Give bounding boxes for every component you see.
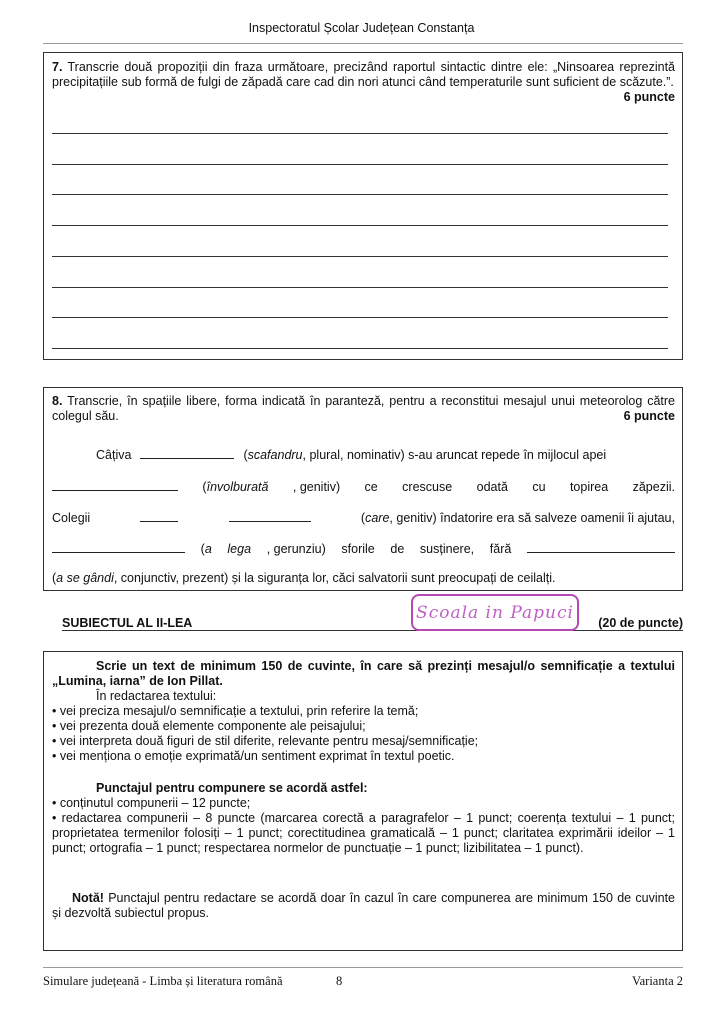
- answer-line[interactable]: [52, 194, 668, 195]
- q8-row3-tail: , genitiv) îndatorire era să salveze oamenii îi ajutau,: [389, 511, 675, 525]
- q8-word: crescuse: [402, 480, 453, 494]
- subject-2-points: (20 de puncte): [598, 616, 683, 630]
- answer-line[interactable]: [52, 225, 668, 226]
- question-7-text: [52, 60, 675, 90]
- answer-line[interactable]: [52, 133, 668, 134]
- q8-word: zăpezii.: [632, 480, 675, 494]
- question-8-points: 6 puncte: [623, 409, 675, 423]
- q8-word: Câțiva: [96, 448, 132, 462]
- question-8-row-1: Câțiva (scafandru, plural, nominativ) s-au aruncat repede în mijlocul apei: [96, 448, 607, 462]
- answer-line[interactable]: [52, 287, 668, 288]
- question-8-row-4: (a lega , gerunziu) sforile de susținere, fără: [52, 541, 675, 556]
- q8-word: susținere,: [419, 542, 475, 556]
- footer-right: Varianta 2: [631, 974, 683, 988]
- answer-line[interactable]: [52, 256, 668, 257]
- requirements-list: [52, 704, 675, 764]
- scoring-title: Punctajul pentru compunere se acordă astfel:: [96, 781, 368, 795]
- hint-involburata: învolburată: [206, 480, 269, 494]
- header-divider: [43, 43, 683, 44]
- q8-row5-tail: , conjunctiv, prezent) și la siguranța lor, căci salvatorii sunt preocupați de ceilalți.: [113, 571, 556, 585]
- list-item: • conținutul compunerii – 12 puncte;: [52, 796, 675, 811]
- blank-1[interactable]: [140, 447, 234, 459]
- scoring-list: [52, 796, 675, 856]
- watermark-stamp: Scoala in Papuci: [411, 594, 579, 631]
- q8-row1-tail: , plural, nominativ) s-au aruncat repede în mijlocul apei: [302, 448, 607, 462]
- list-item: • vei preciza mesajul/o semnificație a textului, prin referire la temă;: [52, 704, 675, 719]
- question-8-row-3: Colegii (care, genitiv) îndatorire era să salveze oamenii îi ajutau,: [52, 511, 675, 525]
- footer-left: Simulare județeană - Limba și literatura română: [43, 974, 283, 988]
- hint-care: care: [365, 511, 390, 525]
- q8-word: odată: [476, 480, 508, 494]
- blank-5[interactable]: [52, 541, 185, 553]
- q8-word: , gerunziu): [266, 542, 326, 556]
- footer-divider: [43, 967, 683, 968]
- answer-line[interactable]: [52, 164, 668, 165]
- list-item: • vei interpreta două figuri de stil diferite, relevante pentru mesaj/semnificație;: [52, 734, 675, 749]
- question-8-number: 8.: [52, 394, 63, 408]
- page-header: Inspectoratul Școlar Județean Constanța: [248, 21, 475, 35]
- hint-scafandru: scafandru: [247, 448, 303, 462]
- list-item: • vei prezenta două elemente componente ale peisajului;: [52, 719, 675, 734]
- list-item: • vei menționa o emoție exprimată/un sentiment exprimat în textul poetic.: [52, 749, 675, 764]
- list-item: • redactarea compunerii – 8 puncte (marcarea corectă a paragrafelor – 1 punct; coerența textului – 1 punct; proprietatea termenilor folosiți – 1 punct; corectitudinea gramaticală – 1 punct; claritatea exprimării ideilor – 1 punct; ortografia – 1 punct; respectarea normelor de punctuație – 1 punct; lizibilitatea – 1 punct).: [52, 811, 675, 856]
- q8-word: , genitiv): [292, 480, 341, 494]
- q8-word: de: [390, 542, 405, 556]
- question-7-number: 7.: [52, 60, 63, 74]
- blank-2[interactable]: [52, 479, 178, 491]
- blank-4[interactable]: [229, 510, 311, 522]
- q8-word: cu: [532, 480, 546, 494]
- hint-a-se-gandi: a se gândi: [56, 571, 114, 585]
- question-7-prompt: Transcrie două propoziții din fraza următoare, precizând raportul sintactic dintre ele: „Ninsoarea reprezintă precipitațiile sub formă de fulgi de zăpadă care cad din nori atunci când temperaturile sunt suficient de scăzute.”.: [52, 60, 675, 89]
- question-8-row-5: (a se gândi, conjunctiv, prezent) și la siguranța lor, căci salvatorii sunt preocupați de ceilalți.: [52, 571, 556, 585]
- hint-lega: lega: [227, 542, 252, 556]
- subject-2-title: SUBIECTUL AL II-LEA: [62, 616, 193, 630]
- note: [52, 891, 675, 921]
- answer-line[interactable]: [52, 317, 668, 318]
- q8-word: Colegii: [52, 511, 91, 525]
- q8-word: topirea: [569, 480, 609, 494]
- q8-word: sforile: [341, 542, 375, 556]
- answer-line[interactable]: [52, 348, 668, 349]
- note-label: Notă!: [72, 891, 104, 905]
- subject-2-intro: Scrie un text de minimum 150 de cuvinte, în care să prezinți mesajul/o semnificație a textului „Lumina, iarna” de Ion Pillat.: [52, 659, 675, 688]
- q8-word: fără: [489, 542, 512, 556]
- page-number: 8: [336, 974, 343, 988]
- hint-a: a: [204, 542, 212, 556]
- q8-word: ce: [364, 480, 378, 494]
- blank-3[interactable]: [140, 510, 178, 522]
- question-8-row-2: (învolburată , genitiv) ce crescuse odată cu topirea zăpezii.: [52, 479, 675, 494]
- blank-6[interactable]: [527, 541, 675, 553]
- note-text: Punctajul pentru redactare se acordă doar în cazul în care compunerea are minimum 150 de cuvinte și dezvoltă subiectul propus.: [52, 891, 675, 920]
- redact-label: În redactarea textului:: [96, 689, 217, 703]
- question-7-points: 6 puncte: [623, 90, 675, 104]
- question-8-prompt: Transcrie, în spațiile libere, forma indicată în paranteză, pentru a reconstitui mesajul unui meteorolog către colegul său.: [52, 394, 676, 423]
